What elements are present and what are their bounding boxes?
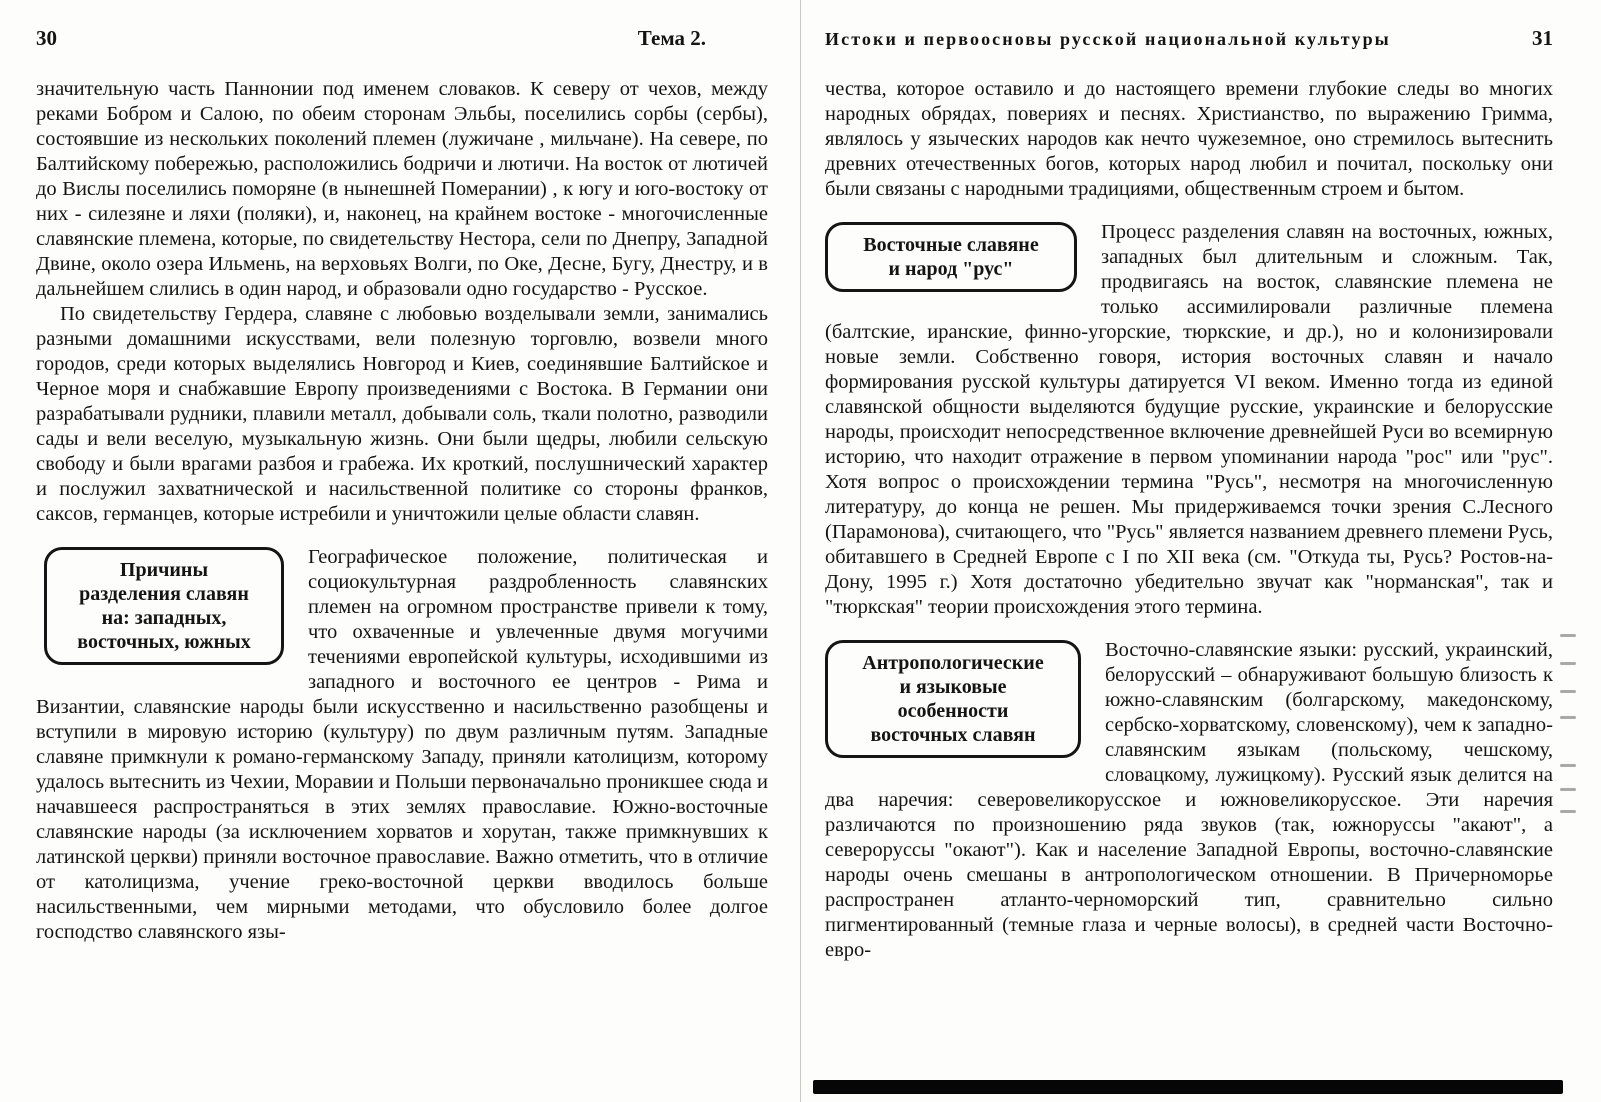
paragraph: По свидетельству Гердера, славяне с любовью возделывали земли, занимались разными домашними искусствами, вели полезную торговлю, возвели много городов, среди которых выделялись Новгород и Киев, соединявшие Балтийское и Черное моря и снабжавшие Европу произведениями с Востока. В Германии они разрабатывали рудники, плавили металл, добывали соль, ткали полотно, разводили сады и вели веселую, музыкальную жизнь. Они были щедры, любили сельскую свободу и были врагами разбоя и грабежа. Их кроткий, послушнический характер и послужил захватнической и насильственной политике со стороны франков, саксов, германцев, которые истребили и уничтожили целые области славян.	[36, 303, 768, 525]
running-title-left: Тема 2.	[637, 26, 706, 50]
paragraph: Восточно-славянские языки: русский, украинский, белорусский – обнаруживают большую близость к южно-славянским (болгарскому, македонскому, сербско-хорватскому, словенскому), чем к западно-славянским языкам (польскому, чешскому, словацкому, лужицкому). Русский язык делится на два наречия: северовеликорусское и южновеликорусское. Эти наречия различаются по произношению ряда звуков (так, южноруссы "акают", а североруссы "окают"). Как и население Западной Европы, восточно-славянские народы очень смешаны в антропологическом отношении. В Причерноморье распространен атланто-черноморский тип, сравнительно сильно пигментированный (темные глаза и черные волосы), в средней части Восточно-евро-	[825, 639, 1553, 961]
margin-mark	[1560, 634, 1576, 637]
paragraph: Географическое положение, политическая и социокультурная раздробленность славянских племен на огромном пространстве привели к тому, что охваченные и увлеченные двумя могучими течениями европейской культуры, исходившими из западного и восточного ее центров - Рима и Византии, славянские народы были искусственно и насильственно разобщены и вступили в мировую историю (культуру) по двум различным путям. Западные славяне примкнули к романо-германскому Западу, приняли католицизм, которому удалось вытеснить из Чехии, Моравии и Польши первоначально проникшее сюда и начавшееся распространяться в этих землях православие. Южно-восточные славянские народы (за исключением хорватов и хорутан, также примкнувших к латинской церкви) приняли восточное православие. Важно отметить, что в отличие от католицизма, учение греко-восточной церкви вводилось больше насильственными, чем мирными методами, что обусловило более долгое господство славянского язы-	[36, 546, 768, 943]
margin-mark	[1560, 662, 1576, 665]
page-body-left	[36, 77, 768, 945]
margin-mark	[1560, 716, 1576, 719]
callout-line: разделения славян	[79, 583, 249, 605]
paragraph: Процесс разделения славян на восточных, южных, западных был длительным и сложным. Так, продвигаясь на восток, славянские племена не только ассимилировали различные племена (балтские, иранские, финно-угорские, тюркские, и др.), но и колонизировали новые земли. Собственно говоря, история восточных славян и начало формирования русской культуры датируется VI веком. Именно тогда из единой славянской общности выделяются будущие русские, украинские и белорусские народы, происходит непосредственное включение древнейшей Руси во всемирную историю, что находит отражение в первом упоминании народа "рос" или "рус". Хотя вопрос о происхождении термина "Русь", несмотря на многочисленную литературу, до конца не решен. Мы придерживаемся точки зрения С.Лесного (Парамонова), считающего, что "Русь" является названием древнего племени Русь, обитавшего в Средней Европе с I по XII века (см. "Откуда ты, Русь? Ростов-на-Дону, 1995 г.) Хотя достаточно убедительно звучат как "норманская", так и "тюркская" теории происхождения этого термина.	[825, 221, 1553, 618]
paragraph: значительную часть Паннонии под именем словаков. К северу от чехов, между реками Бобром и Салою, по обеим сторонам Эльбы, поселились сорбы (сербы), состоявшие из нескольких поколений племен (лужичане , мильчане). На севере, по Балтийскому побережью, расположились бодричи и лютичи. На восток от лютичей до Вислы поселились поморяне (в нынешней Померании) , к югу и юго-востоку от них - силезяне и ляхи (поляки), и, наконец, на крайнем востоке - многочисленные славянские племена, которые, по свидетельству Нестора, сели по Днепру, Западной Двине, около озера Ильмень, на верховьях Волги, по Оке, Десне, Бугу, Днестру, и в дальнейшем слились в один народ, и образовали одно государство - Русское.	[36, 78, 768, 300]
margin-mark	[1560, 764, 1576, 767]
page-left	[0, 0, 800, 1102]
callout-line: и народ "рус"	[888, 258, 1014, 280]
section-causes-of-division	[36, 545, 768, 945]
callout-causes-of-division	[44, 547, 284, 665]
section-anthropological-features	[825, 638, 1553, 963]
margin-mark	[1560, 690, 1576, 693]
callout-line: на: западных,	[101, 607, 227, 629]
paragraph: чества, которое оставило и до настоящего времени глубокие следы во многих народных обрядах, повериях и песнях. Христианство, по выражению Гримма, являлось у языческих народов как нечто чужеземное, оно стремилось вытеснить древних отечественных богов, которых народ любил и почитал, поскольку они были связаны с народными традициями, общественным строем и бытом.	[825, 78, 1553, 200]
callout-anthropological-features	[825, 640, 1081, 758]
margin-marks	[1560, 0, 1590, 1102]
running-title-right: Истоки и первоосновы русской национальной культуры	[825, 29, 1391, 49]
scan-artifact-bar	[813, 1080, 1563, 1094]
callout-line: и языковые	[899, 676, 1007, 698]
page-body-right	[825, 77, 1553, 963]
callout-line: Антропологические	[862, 652, 1044, 674]
running-head-left	[36, 26, 768, 51]
page-right	[800, 0, 1601, 1102]
callout-eastern-slavs	[825, 222, 1077, 292]
callout-line: особенности	[897, 700, 1009, 722]
running-head-right	[825, 26, 1553, 51]
callout-line: Причины	[119, 559, 209, 581]
margin-mark	[1560, 810, 1576, 813]
callout-line: Восточные славяне	[863, 234, 1039, 256]
margin-mark	[1560, 788, 1576, 791]
callout-line: восточных славян	[870, 724, 1036, 746]
page-number-left: 30	[36, 26, 57, 50]
callout-line: восточных, южных	[77, 631, 251, 653]
page-number-right: 31	[1532, 26, 1553, 50]
section-eastern-slavs	[825, 220, 1553, 620]
